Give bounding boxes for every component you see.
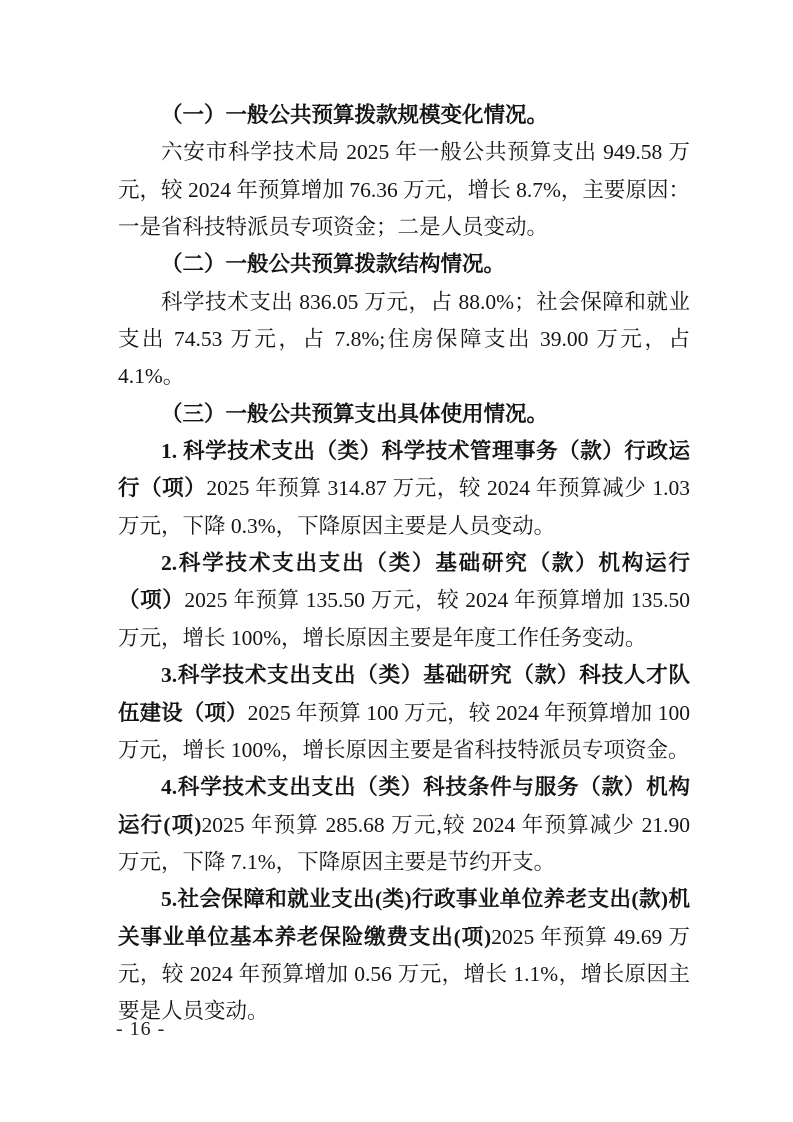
text-run: （一）一般公共预算拨款规模变化情况。: [161, 103, 549, 127]
list-item: [118, 769, 690, 881]
section-heading: [118, 396, 690, 433]
paragraph: [118, 284, 690, 396]
text-run: 科学技术支出 836.05 万元，占 88.0%；社会保障和就业支出 74.53 万元，占 7.8%;住房保障支出 39.00 万元，占 4.1%。: [118, 289, 690, 389]
text-run: （二）一般公共预算拨款结构情况。: [161, 252, 506, 277]
text-run: 3.科学技术支出支出（类）基础研究（款）科技人才队伍建设（项）: [118, 663, 690, 725]
text-run: 2025 年预算 100 万元，较 2024 年预算增加 100 万元，增长 100%，增长原因主要是省科技特派员专项资金。: [118, 700, 690, 762]
page-number: - 16 -: [116, 1018, 166, 1040]
list-item: [118, 657, 690, 769]
text-run: 5.社会保障和就业支出(类)行政事业单位养老支出(款)机关事业单位基本养老保险缴费支出(项): [118, 887, 690, 949]
section-heading: [118, 97, 690, 134]
text-run: 2025 年预算 49.69 万元，较 2024 年预算增加 0.56 万元，增长 1.1%，增长原因主要是人员变动。: [118, 924, 690, 1024]
list-item: [118, 433, 690, 545]
text-run: 六安市科学技术局 2025 年一般公共预算支出 949.58 万元，较 2024 年预算增加 76.36 万元，增长 8.7%，主要原因：一是省科技特派员专项资金；二是人员变动。: [118, 140, 690, 240]
text-run: （三）一般公共预算支出具体使用情况。: [161, 401, 549, 426]
document-body: [118, 97, 690, 1031]
text-run: 2025 年预算 314.87 万元，较 2024 年预算减少 1.03 万元，下降 0.3%，下降原因主要是人员变动。: [118, 476, 690, 538]
text-run: 2025 年预算 135.50 万元，较 2024 年预算增加 135.50 万元，增长 100%，增长原因主要是年度工作任务变动。: [118, 588, 690, 650]
text-run: 2.科学技术支出支出（类）基础研究（款）机构运行（项）: [118, 551, 690, 613]
text-run: 1. 科学技术支出（类）科学技术管理事务（款）行政运行（项）: [118, 439, 690, 501]
text-run: 4.科学技术支出支出（类）科技条件与服务（款）机构运行(项): [118, 775, 690, 837]
list-item: [118, 545, 690, 657]
text-run: 2025 年预算 285.68 万元,较 2024 年预算减少 21.90 万元，下降 7.1%，下降原因主要是节约开支。: [118, 812, 690, 874]
paragraph: [118, 134, 690, 246]
list-item: [118, 881, 690, 1030]
section-heading: [118, 246, 690, 283]
